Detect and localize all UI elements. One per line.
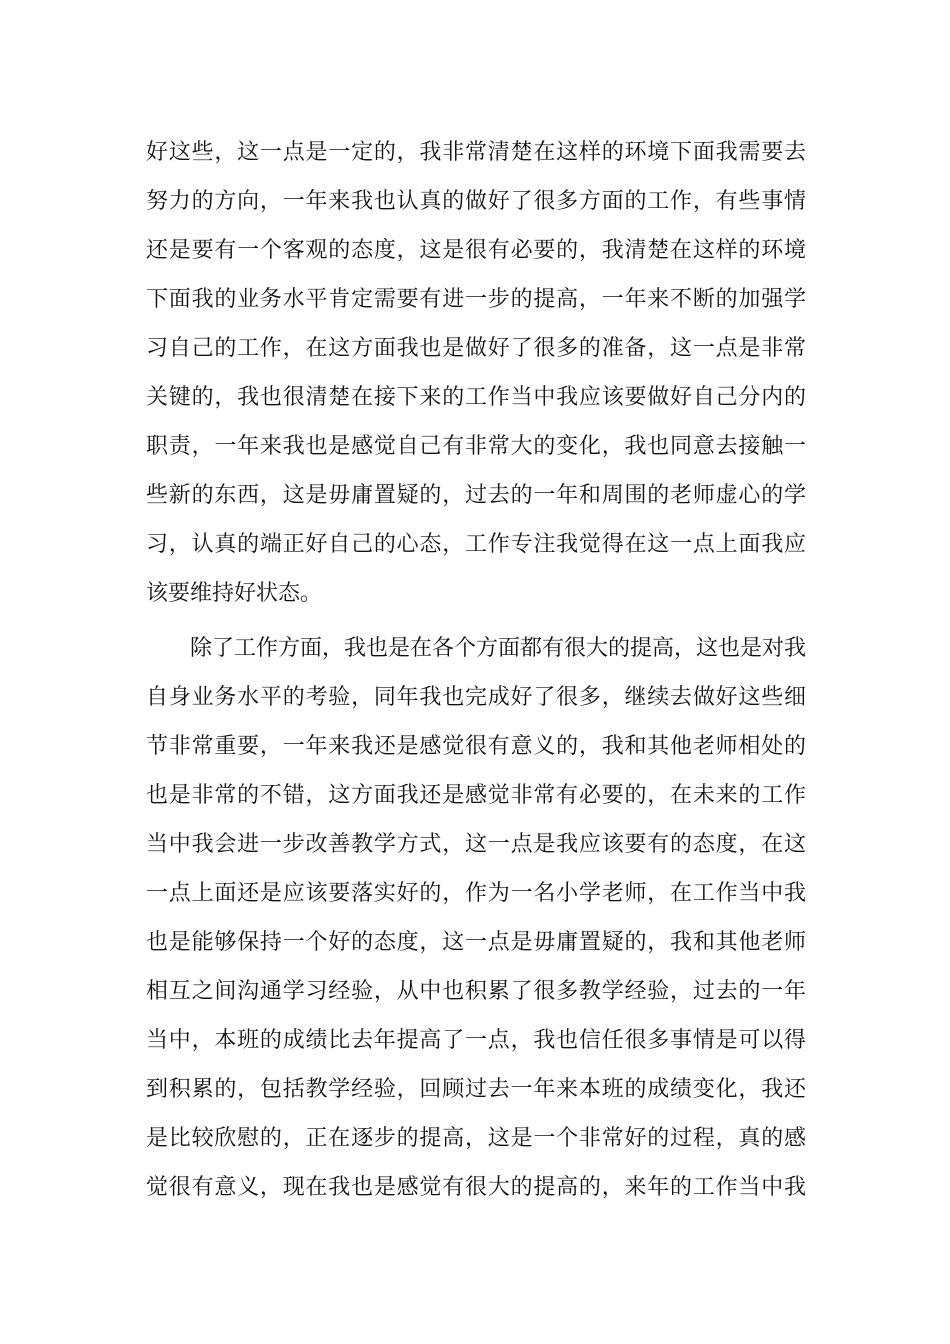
text-line: 习自己的工作，在这方面我也是做好了很多的准备，这一点是非常 <box>146 336 806 361</box>
text-line: 相互之间沟通学习经验，从中也积累了很多教学经验，过去的一年 <box>146 979 806 1004</box>
text-line: 自身业务水平的考验，同年我也完成好了很多，继续去做好这些细 <box>146 685 806 710</box>
text-line: 习，认真的端正好自己的心态，工作专注我觉得在这一点上面我应 <box>146 532 806 557</box>
text-line: 关键的，我也很清楚在接下来的工作当中我应该要做好自己分内的 <box>146 385 806 410</box>
text-line: 也是非常的不错，这方面我还是感觉非常有必要的，在未来的工作 <box>146 783 806 808</box>
text-line: 是比较欣慰的，正在逐步的提高，这是一个非常好的过程，真的感 <box>146 1126 806 1151</box>
text-line: 到积累的，包括教学经验，回顾过去一年来本班的成绩变化，我还 <box>146 1077 806 1102</box>
text-line: 该要维持好状态。 <box>146 581 323 606</box>
text-line: 也是能够保持一个好的态度，这一点是毋庸置疑的，我和其他老师 <box>146 930 806 955</box>
text-line: 觉很有意义，现在我也是感觉有很大的提高的，来年的工作当中我 <box>146 1175 806 1200</box>
text-line: 努力的方向，一年来我也认真的做好了很多方面的工作，有些事情 <box>146 189 806 214</box>
text-line: 些新的东西，这是毋庸置疑的，过去的一年和周围的老师虚心的学 <box>146 483 806 508</box>
text-line: 一点上面还是应该要落实好的，作为一名小学老师，在工作当中我 <box>146 881 806 906</box>
text-line: 还是要有一个客观的态度，这是很有必要的，我清楚在这样的环境 <box>146 238 806 263</box>
text-line: 当中我会进一步改善教学方式，这一点是我应该要有的态度，在这 <box>146 832 806 857</box>
text-line: 好这些，这一点是一定的，我非常清楚在这样的环境下面我需要去 <box>146 140 806 165</box>
text-line: 职责，一年来我也是感觉自己有非常大的变化，我也同意去接触一 <box>146 434 806 459</box>
text-line: 下面我的业务水平肯定需要有进一步的提高，一年来不断的加强学 <box>146 287 806 312</box>
paragraph-1 <box>146 128 806 618</box>
text-line: 除了工作方面，我也是在各个方面都有很大的提高，这也是对我 <box>190 636 807 661</box>
paragraph-2 <box>146 624 806 1212</box>
text-line: 当中，本班的成绩比去年提高了一点，我也信任很多事情是可以得 <box>146 1028 806 1053</box>
text-line: 节非常重要，一年来我还是感觉很有意义的，我和其他老师相处的 <box>146 734 806 759</box>
